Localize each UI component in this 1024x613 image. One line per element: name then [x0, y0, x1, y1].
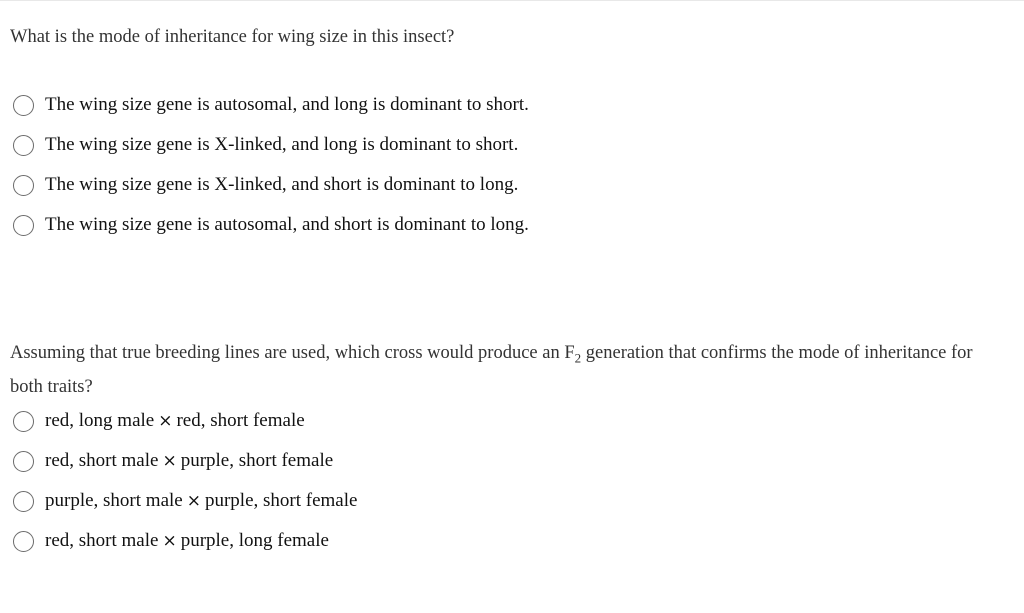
- cross-symbol: ×: [162, 531, 177, 551]
- question-1-prompt: What is the mode of inheritance for wing size in this insect?: [10, 27, 455, 47]
- question-1-option-2[interactable]: [13, 125, 529, 165]
- top-divider: [0, 0, 1024, 1]
- cross-symbol: ×: [186, 491, 201, 511]
- prompt-part-2: generation that confirms the mode of inheritance for both traits?: [10, 343, 973, 397]
- question-1-options: [13, 85, 529, 245]
- cross-symbol: ×: [158, 411, 173, 431]
- radio-button[interactable]: [13, 135, 34, 156]
- option-label: The wing size gene is autosomal, and short is dominant to long.: [45, 214, 529, 235]
- radio-button[interactable]: [13, 411, 34, 432]
- option-label: The wing size gene is X-linked, and long is dominant to short.: [45, 134, 519, 155]
- question-1-option-3[interactable]: [13, 165, 529, 205]
- option-label: The wing size gene is X-linked, and short is dominant to long.: [45, 174, 519, 195]
- option-label: [45, 530, 329, 552]
- cross-female: purple, long female: [180, 530, 329, 551]
- radio-button[interactable]: [13, 95, 34, 116]
- radio-button[interactable]: [13, 531, 34, 552]
- question-1-option-1[interactable]: [13, 85, 529, 125]
- cross-female: red, short female: [176, 410, 305, 431]
- option-label: The wing size gene is autosomal, and long is dominant to short.: [45, 94, 529, 115]
- question-2-options: [13, 401, 357, 561]
- question-2-option-4[interactable]: [13, 521, 357, 561]
- question-1-option-4[interactable]: [13, 205, 529, 245]
- question-2-option-1[interactable]: [13, 401, 357, 441]
- cross-male: red, short male: [45, 450, 159, 471]
- radio-button[interactable]: [13, 215, 34, 236]
- option-label: [45, 450, 333, 472]
- cross-male: purple, short male: [45, 490, 183, 511]
- cross-symbol: ×: [162, 451, 177, 471]
- cross-female: purple, short female: [204, 490, 358, 511]
- cross-male: red, long male: [45, 410, 155, 431]
- radio-button[interactable]: [13, 175, 34, 196]
- question-2-option-2[interactable]: [13, 441, 357, 481]
- radio-button[interactable]: [13, 491, 34, 512]
- cross-male: red, short male: [45, 530, 159, 551]
- prompt-part-1: Assuming that true breeding lines are used, which cross would produce an F: [10, 343, 575, 363]
- question-2-option-3[interactable]: [13, 481, 357, 521]
- prompt-subscript: 2: [574, 350, 582, 366]
- question-2-prompt: [10, 336, 1010, 404]
- option-label: [45, 490, 357, 512]
- option-label: [45, 410, 305, 432]
- radio-button[interactable]: [13, 451, 34, 472]
- cross-female: purple, short female: [180, 450, 334, 471]
